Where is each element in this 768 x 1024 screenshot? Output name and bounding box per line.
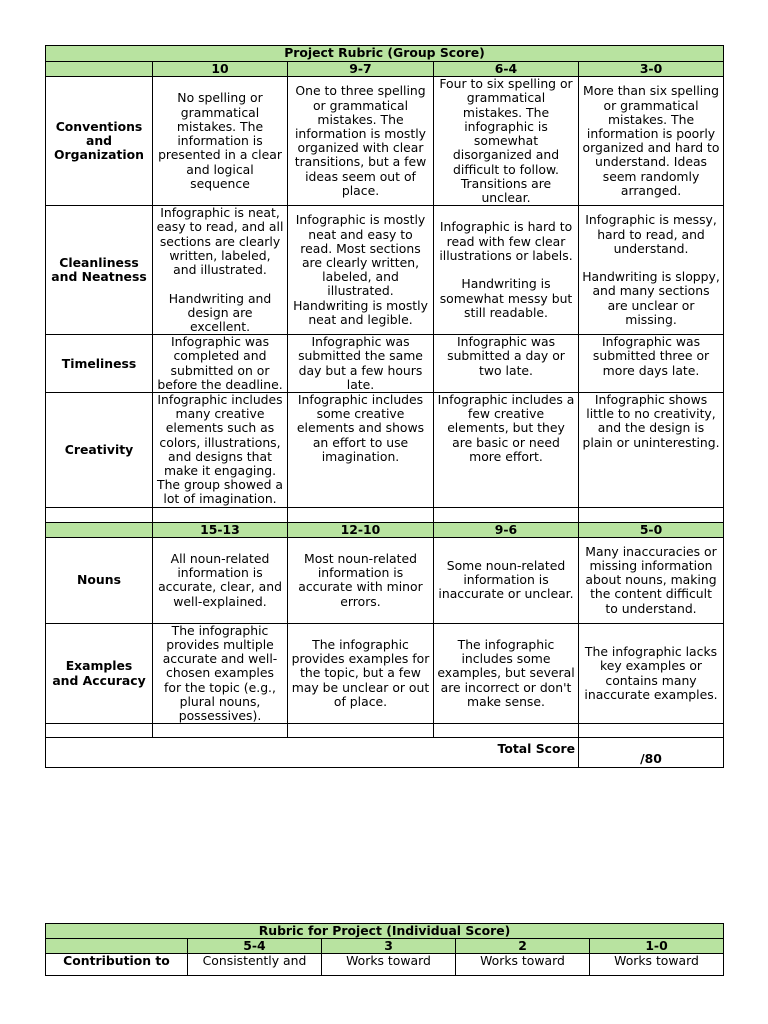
criterion-label: Cleanliness and Neatness [46, 206, 153, 335]
table-row [46, 954, 724, 976]
criterion-label: Contribution to [46, 954, 188, 976]
individual-rubric-title: Rubric for Project (Individual Score) [46, 924, 724, 939]
rubric-cell: Infographic was submitted a day or two late. [434, 335, 579, 393]
rubric-cell: More than six spelling or grammatical mistakes. The information is poorly organized and hard to understand. Ideas seem randomly arranged. [579, 77, 724, 206]
score-header: 2 [456, 939, 590, 954]
criterion-label: Creativity [46, 393, 153, 508]
score-header: 3 [322, 939, 456, 954]
rubric-cell: Many inaccuracies or missing information about nouns, making the content difficult to understand. [579, 537, 724, 623]
rubric-cell: Infographic includes some creative elements and shows an effort to use imagination. [288, 393, 434, 508]
score-header: 10 [153, 62, 288, 77]
table-row [46, 77, 724, 206]
rubric-cell: Infographic includes a few creative elements, but they are basic or need more effort. [434, 393, 579, 508]
total-score-value: /80 [579, 738, 724, 768]
rubric-cell: Four to six spelling or grammatical mistakes. The infographic is somewhat disorganized and difficult to follow. Transitions are unclear. [434, 77, 579, 206]
criterion-label: Examples and Accuracy [46, 623, 153, 723]
header-blank-cell [46, 522, 153, 537]
rubric-cell: Most noun-related information is accurate with minor errors. [288, 537, 434, 623]
score-header: 15-13 [153, 522, 288, 537]
table-row [46, 206, 724, 335]
score-header: 5-0 [579, 522, 724, 537]
rubric-cell: Works toward [456, 954, 590, 976]
rubric-cell: Infographic is messy, hard to read, and understand. Handwriting is sloppy, and many sections are unclear or missing. [579, 206, 724, 335]
rubric-cell: The infographic provides examples for the topic, but a few may be unclear or out of place. [288, 623, 434, 723]
rubric-cell: Consistently and [188, 954, 322, 976]
score-header: 9-6 [434, 522, 579, 537]
rubric-cell: Infographic is hard to read with few clear illustrations or labels. Handwriting is somewhat messy but still readable. [434, 206, 579, 335]
rubric-cell: Infographic was submitted three or more days late. [579, 335, 724, 393]
rubric-cell: Infographic includes many creative elements such as colors, illustrations, and designs that make it engaging. The group showed a lot of imagination. [153, 393, 288, 508]
total-score-label: Total Score [46, 738, 579, 768]
score-header: 12-10 [288, 522, 434, 537]
group-rubric-table [45, 45, 724, 768]
score-header: 6-4 [434, 62, 579, 77]
criterion-label: Nouns [46, 537, 153, 623]
rubric-cell: The infographic lacks key examples or contains many inaccurate examples. [579, 623, 724, 723]
group-rubric-title: Project Rubric (Group Score) [46, 46, 724, 62]
rubric-cell: The infographic provides multiple accurate and well-chosen examples for the topic (e.g., plural nouns, possessives). [153, 623, 288, 723]
rubric-cell: Infographic shows little to no creativity, and the design is plain or uninteresting. [579, 393, 724, 508]
rubric-cell: The infographic includes some examples, but several are incorrect or don't make sense. [434, 623, 579, 723]
rubric-cell: Infographic was completed and submitted on or before the deadline. [153, 335, 288, 393]
header-blank-cell [46, 939, 188, 954]
rubric-cell: Infographic is mostly neat and easy to read. Most sections are clearly written, labeled, and illustrated. Handwriting is mostly neat and legible. [288, 206, 434, 335]
total-row [46, 738, 724, 768]
table-row [46, 623, 724, 723]
score-header: 9-7 [288, 62, 434, 77]
rubric-cell: Infographic is neat, easy to read, and all sections are clearly written, labeled, and illustrated. Handwriting and design are excellent. [153, 206, 288, 335]
rubric-cell: All noun-related information is accurate, clear, and well-explained. [153, 537, 288, 623]
rubric-cell: Some noun-related information is inaccurate or unclear. [434, 537, 579, 623]
spacer-row [46, 724, 724, 738]
table-row [46, 335, 724, 393]
score-header: 3-0 [579, 62, 724, 77]
rubric-cell: Infographic was submitted the same day but a few hours late. [288, 335, 434, 393]
rubric-cell: No spelling or grammatical mistakes. The information is presented in a clear and logical sequence [153, 77, 288, 206]
criterion-label: Conventions and Organization [46, 77, 153, 206]
rubric-cell: Works toward [322, 954, 456, 976]
rubric-cell: One to three spelling or grammatical mistakes. The information is mostly organized with clear transitions, but a few ideas seem out of place. [288, 77, 434, 206]
score-header: 1-0 [590, 939, 724, 954]
rubric-cell: Works toward [590, 954, 724, 976]
header-blank-cell [46, 62, 153, 77]
table-row [46, 537, 724, 623]
individual-rubric-table [45, 923, 724, 976]
score-header: 5-4 [188, 939, 322, 954]
criterion-label: Timeliness [46, 335, 153, 393]
spacer-row [46, 507, 724, 522]
table-row [46, 393, 724, 508]
